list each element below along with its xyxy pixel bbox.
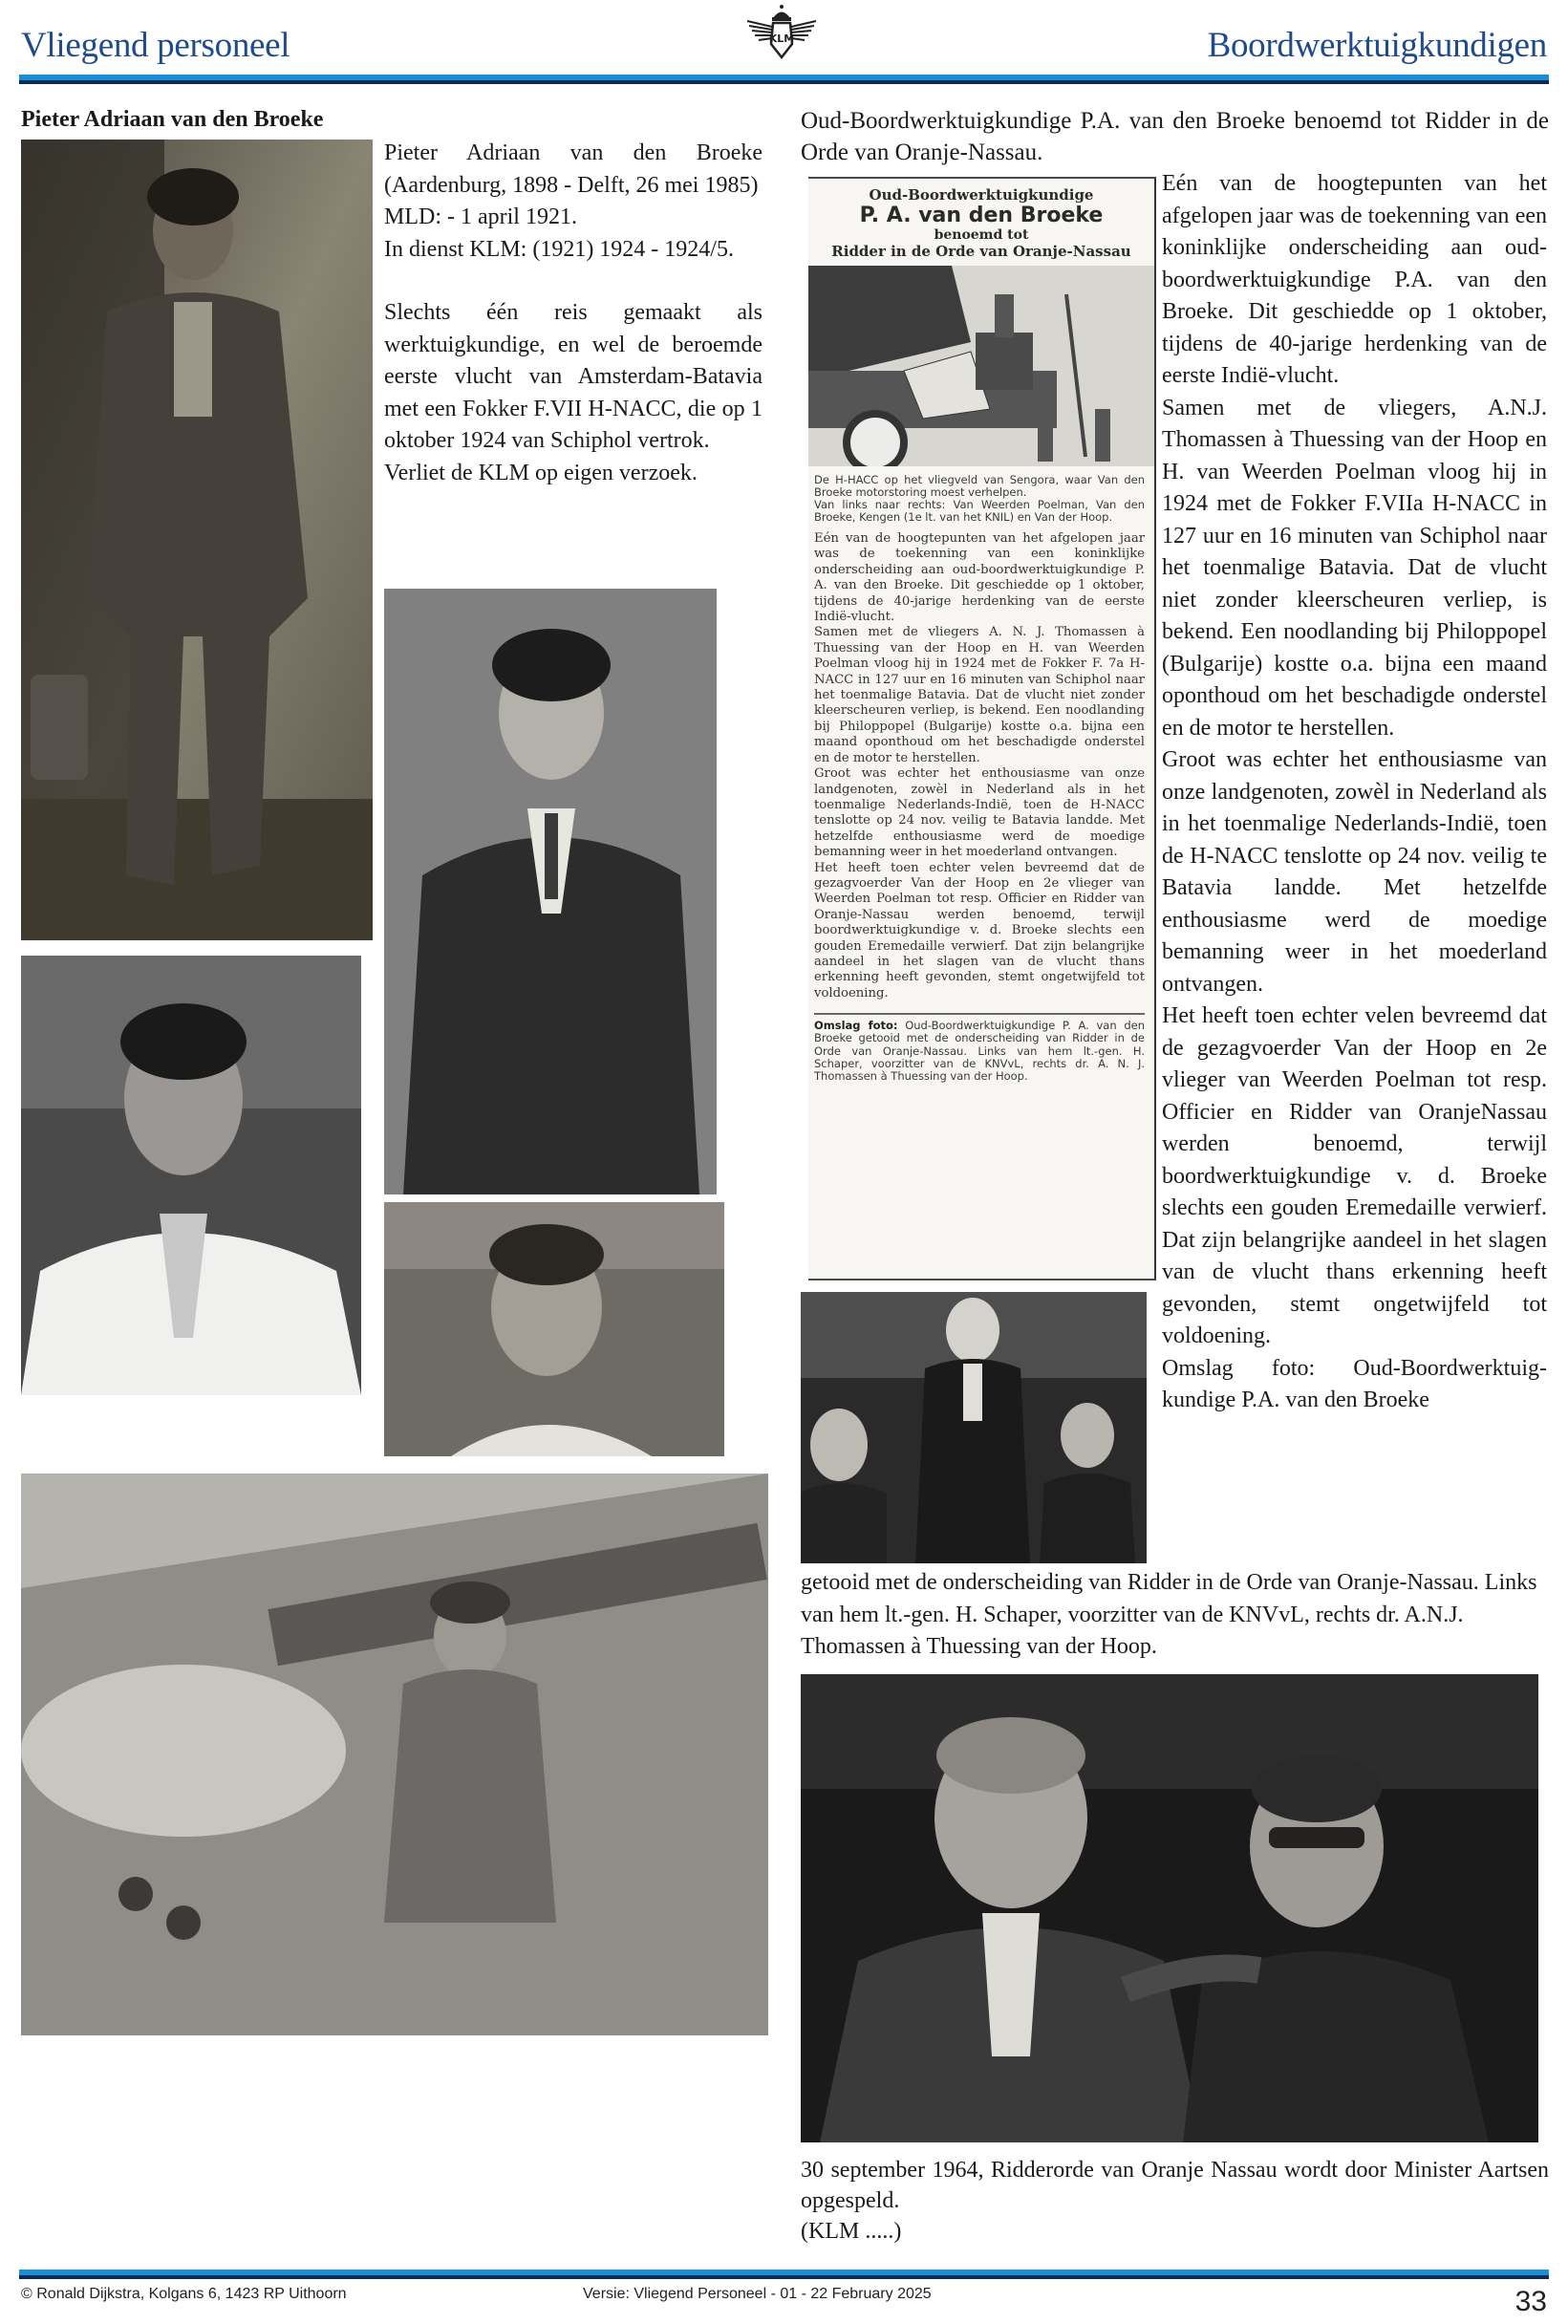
newspaper-clipping — [808, 177, 1156, 1280]
clipping-caption: Van links naar rechts: Van Weerden Poelman, Van den Broeke, Kengen (1e lt. van het KNIL) en Van der Hoop. — [814, 498, 1145, 524]
article-paragraph: Groot was echter het enthousiasme van onze landgenoten, zowèl in Nederland als in het toenmalige Nederlands-Indië, toen de H-NACC tenslotte op 24 nov. veilig te Batavia landde. Met hetzelfde enthousiasme werd de moedige bemanning weer in het moederland ontvangen. — [1162, 747, 1547, 997]
photo-smiling-portrait — [384, 1202, 724, 1456]
article-paragraph: Omslag foto: Oud-Boordwerktuig-kundige P.A. van den Broeke — [1162, 1355, 1547, 1412]
article-paragraph: Het heeft toen echter velen bevreemd dat de gezagvoerder Van der Hoop en 2e vlieger van Weerden Poelman tot resp. Officier en Ridder van OranjeNassau werden benoemd, terwijl boordwerktuigkundige v. d. Broeke slechts een gouden Eremedaille verwierf. Dat zijn belangrijke aandeel in het slagen van de vlucht thans erkenning heeft gevonden, stemt ongetwijfeld tot voldoening. — [1162, 1003, 1547, 1348]
clipping-headline: P. A. van den Broeke — [859, 204, 1104, 227]
person-name-heading: Pieter Adriaan van den Broeke — [21, 107, 324, 132]
photo-standing-portrait — [21, 140, 373, 940]
clipping-kicker: Oud-Boordwerktuigkundige — [869, 186, 1094, 204]
clipping-paragraph: Groot was echter het enthousiasme van onze landgenoten, zowèl in Nederland als in het toenmalige Nederlands-Indië, toen de H-NACC tenslotte op 24 nov. veilig te Batavia landde. Met hetzelfde enthousiasme werd de moedige bemanning weer in het moederland ontvangen. — [814, 766, 1145, 860]
bio-line: MLD: - 1 april 1921. — [384, 204, 577, 229]
clipping-caption: De H-HACC op het vliegveld van Sengora, waar Van den Broeke motorstoring moest verhelpen. — [814, 473, 1145, 499]
bio-line: Slechts één reis gemaakt als werktuigkundige, en wel de beroemde eerste vlucht van Amsterdam-Batavia met een Fokker F.VII H-NACC, die op 1 oktober 1924 van Schiphol vertrok. — [384, 300, 763, 453]
caption-line: (KLM .....) — [801, 2219, 902, 2244]
article-paragraph: Samen met de vliegers, A.N.J. Thomassen à Thuessing van der Hoop en H. van Weerden Poelman vloog hij in 1924 met de Fokker F.VIIa H-NACC in 127 uur en 16 minuten van Schiphol naar het toenmalige Batavia. Dat de vlucht niet zonder kleerscheuren verliep, is bekend. Een noodlanding bij Philoppopel (Bulgarije) kostte o.a. bijna een maand oponthoud om het beschadigde onderstel en de motor te herstellen. — [1162, 395, 1547, 741]
article-body — [1162, 168, 1547, 1417]
klm-logo-icon — [743, 2, 820, 61]
article-title: Oud-Boordwerktuigkundige P.A. van den Broeke benoemd tot Ridder in de Orde van Oranje-Nassau. — [801, 108, 1549, 165]
photo-caption — [801, 2155, 1549, 2247]
clipping-paragraph: Het heeft toen echter velen bevreemd dat de gezagvoerder Van der Hoop en 2e vlieger van Weerden Poelman tot resp. Officier en Ridder van Oranje-Nassau werden benoemd, terwijl boordwerktuigkundige v. d. Broeke slechts een gouden Eremedaille verwierf. Dat zijn belangrijke aandeel in het slagen van de vlucht thans erkenning heeft gevonden, stemt ongetwijfeld tot voldoening. — [814, 860, 1145, 1001]
photo-ceremony-group — [801, 1292, 1147, 1563]
footer-version: Versie: Vliegend Personeel - 01 - 22 February 2025 — [583, 2286, 932, 2302]
clipping-omslag-text: Oud-Boordwerktuigkundige P. A. van den Broeke getooid met de onderscheiding van Ridder in de Orde van Oranje-Nassau. Links van hem lt.-gen. H. Schaper, voorzitter van de KNVvL, rechts dr. A. N. J. Thomassen à Thuessing van der Hoop. — [814, 1019, 1145, 1083]
clipping-subhead: benoemd tot — [934, 227, 1029, 243]
section-title-right: Boordwerktuigkundigen — [1207, 26, 1547, 65]
clipping-photo-aircraft — [808, 266, 1154, 466]
clipping-paragraph: Eén van de hoogtepunten van het afgelopen jaar was de toekenning van een koninklijke onderscheiding aan oud-boordwerktuigkundige P. A. van den Broeke. Dit geschiedde op 1 oktober, tijdens de 40-jarige herdenking van de eerste Indië-vlucht. — [814, 531, 1145, 625]
page-number: 33 — [1514, 2286, 1547, 2317]
logo-lettering: KLM — [768, 32, 795, 45]
biography-text — [384, 138, 763, 489]
caption-line: 30 september 1964, Ridderorde van Oranje Nassau wordt door Minister Aartsen opgespeld. — [801, 2158, 1549, 2213]
bio-line: In dienst KLM: (1921) 1924 - 1924/5. — [384, 236, 734, 262]
photo-suit-portrait — [384, 589, 717, 1194]
section-title-left: Vliegend personeel — [21, 26, 290, 65]
clipping-paragraph: Samen met de vliegers A. N. J. Thomassen à Thuessing van der Hoop en H. van Weerden Poelman vloog hij in 1924 met de Fokker F. 7a H-NACC in 127 uur en 16 minuten van Schiphol naar het toenmalige Batavia. Dat de vlucht niet zonder kleerscheuren verliep, is bekend. Een noodlanding bij Philoppopel (Bulgarije) kostte o.a. bijna een maand oponthoud om het beschadigde onderstel en de motor te herstellen. — [814, 625, 1145, 765]
article-paragraph: Eén van de hoogtepunten van het afgelopen jaar was de toekenning van een koninklijke onderscheiding aan oud-boordwerktuigkundige P.A. van den Broeke. Dit geschiedde op 1 oktober, tijdens de 40-jarige herdenking van de eerste Indië-vlucht. — [1162, 171, 1547, 388]
photo-white-jacket-portrait — [21, 956, 361, 1395]
clipping-omslag-label: Omslag foto: — [814, 1019, 898, 1033]
bio-line: Verliet de KLM op eigen verzoek. — [384, 460, 698, 485]
photo-medal-pinning — [801, 1674, 1538, 2142]
header-rule — [19, 75, 1549, 84]
article-tail: getooid met de onderscheiding van Ridder in de Orde van Oranje-Nassau. Links van hem lt.-gen. H. Schaper, voorzitter van de KNVvL, rechts dr. A.N.J. Thomassen à Thuessing van der Hoop. — [801, 1570, 1537, 1659]
footer-copyright: © Ronald Dijkstra, Kolgans 6, 1423 RP Uithoorn — [21, 2286, 347, 2302]
bio-line: Pieter Adriaan van den Broeke (Aardenburg, 1898 - Delft, 26 mei 1985) — [384, 140, 763, 198]
photo-mechanic-on-aircraft — [21, 1474, 768, 2035]
footer-rule — [19, 2270, 1549, 2279]
clipping-subhead: Ridder in de Orde van Oranje-Nassau — [831, 243, 1131, 260]
